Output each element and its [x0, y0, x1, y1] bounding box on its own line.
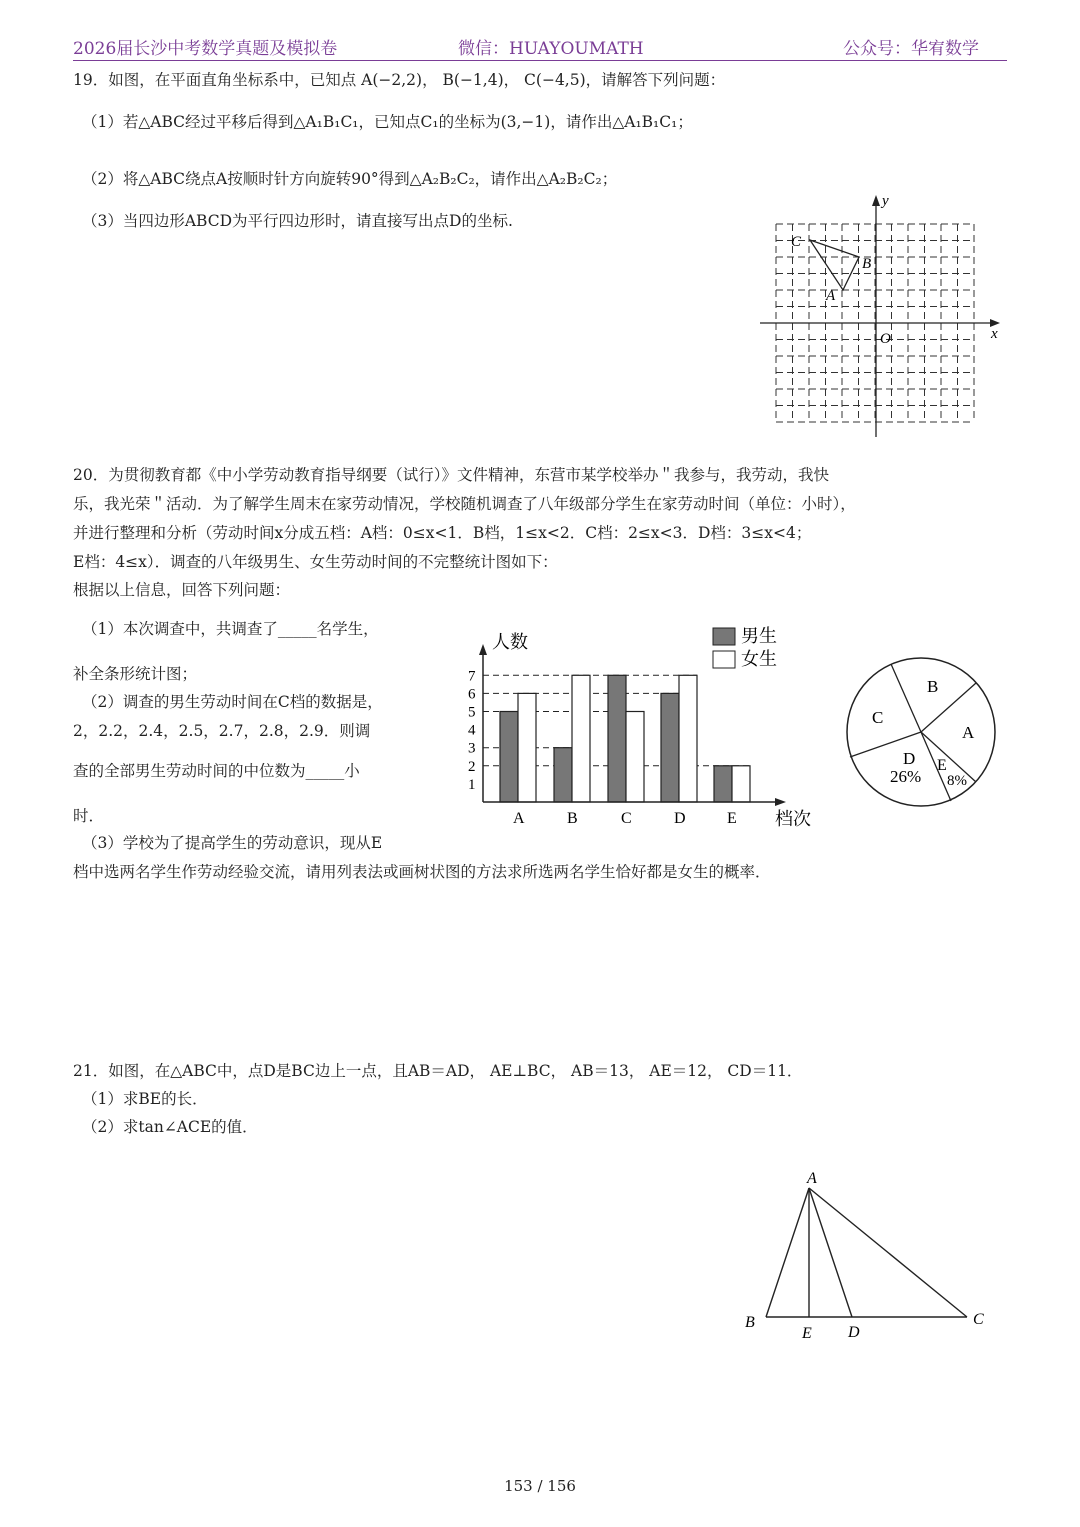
segment-ac — [809, 1188, 967, 1317]
q20-line4: E档：4≤x）．调查的八年级男生、女生劳动时间的不完整统计图如下： — [73, 553, 558, 571]
legend-female-label: 女生 — [741, 649, 777, 669]
pie-label-d: D — [903, 749, 916, 768]
bar-category-label: D — [674, 810, 686, 827]
bar-female-C — [626, 712, 644, 803]
q21-triangle-figure — [735, 1160, 995, 1350]
label-c: C — [791, 234, 802, 250]
q20-line2: 乐，我光荣＂活动．为了解学生周末在家劳动情况，学校随机调查了八年级部分学生在家劳动时间（单位：小时）， — [73, 495, 856, 513]
bar-male-A — [500, 712, 518, 803]
q20-line3: 并进行整理和分析（劳动时间x分成五档：A档：0≤x<1．B档，1≤x<2．C档：2≤x<3．D档：3≤x<4； — [73, 524, 812, 542]
header-divider — [73, 60, 1007, 61]
bar-female-D — [679, 675, 697, 802]
pie-value-e: 8% — [947, 773, 967, 789]
bar-category-label: C — [621, 810, 632, 827]
label-origin: O — [880, 331, 891, 347]
bar-x-label: 档次 — [775, 809, 811, 829]
q20-part3-b: 档中选两名学生作劳动经验交流，请用列表法或画树状图的方法求所选两名学生恰好都是女生的概率． — [73, 863, 771, 881]
q21-part2: （2）求tan∠ACE的值． — [82, 1118, 258, 1136]
bar-y-tick: 4 — [468, 722, 476, 739]
q20-line1: 20．为贯彻教育都《中小学劳动教育指导纲要（试行）》文件精神，东营市某学校举办＂我参与，我劳动，我快 — [73, 466, 829, 484]
q20-part2-a: （2）调查的男生劳动时间在C档的数据是， — [82, 693, 383, 711]
label-x: x — [991, 326, 998, 342]
bar-y-ticks — [468, 668, 476, 793]
bar-y-tick: 1 — [468, 776, 476, 793]
q19-part1: （1）若△ABC经过平移后得到△A₁B₁C₁，已知点C₁的坐标为(3,−1)，请作出△A₁B₁C₁； — [82, 113, 693, 131]
bar-y-tick: 6 — [468, 686, 476, 703]
pie-label-a: A — [962, 723, 975, 742]
pie-label-c: C — [872, 708, 884, 727]
label-e: E — [802, 1325, 812, 1342]
bar-category-label: A — [513, 810, 525, 827]
label-b: B — [745, 1314, 755, 1331]
q20-part1-a: （1）本次调查中，共调查了_____名学生， — [82, 620, 379, 638]
q20-pie-chart — [840, 650, 1005, 815]
bar-y-tick: 3 — [468, 740, 476, 757]
q19-coordinate-figure — [750, 190, 1010, 445]
bar-categories — [513, 810, 737, 827]
bar-male-E — [714, 766, 732, 802]
bar-x-arrow — [775, 798, 786, 806]
segment-ab — [766, 1188, 809, 1317]
pie-label-e: E — [937, 757, 947, 774]
y-axis-arrow — [872, 195, 880, 206]
triangle-abc — [810, 240, 859, 290]
q19-part2: （2）将△ABC绕点A按顺时针方向旋转90°得到△A₂B₂C₂，请作出△A₂B₂C₂； — [82, 170, 618, 188]
page-number: 153 / 156 — [504, 1477, 576, 1495]
label-d: D — [848, 1324, 860, 1341]
pie-label-b: B — [927, 677, 939, 696]
q21-part1: （1）求BE的长． — [82, 1090, 208, 1108]
q19-part3: （3）当四边形ABCD为平行四边形时，请直接写出点D的坐标. — [82, 212, 513, 230]
bar-male-C — [608, 675, 626, 802]
bar-y-label: 人数 — [492, 632, 528, 652]
label-a: A — [807, 1170, 817, 1187]
label-b: B — [862, 256, 872, 272]
bar-female-A — [518, 693, 536, 802]
header-right: 公众号：华宥数学 — [843, 39, 979, 59]
bar-group — [500, 675, 750, 802]
q20-part3-a: （3）学校为了提高学生的劳动意识，现从E — [82, 834, 383, 852]
q20-part1-b: 补全条形统计图； — [73, 665, 198, 683]
bar-female-B — [572, 675, 590, 802]
q20-bar-chart — [455, 620, 835, 835]
pie-value-d: 26% — [890, 767, 922, 786]
bar-y-arrow — [479, 644, 487, 655]
q21-stem: 21．如图，在△ABC中，点D是BC边上一点，且AB＝AD， AE⊥BC， AB＝13， AE＝12， CD＝11． — [73, 1062, 803, 1080]
label-a: A — [826, 288, 836, 304]
q20-part2-c: 查的全部男生劳动时间的中位数为_____小 — [73, 762, 360, 780]
header-center: 微信：HUAYOUMATH — [458, 39, 644, 59]
legend-female-swatch — [713, 651, 735, 668]
bar-y-tick: 5 — [468, 704, 476, 721]
legend-male-swatch — [713, 628, 735, 645]
q20-line5: 根据以上信息，回答下列问题： — [73, 581, 291, 599]
label-y: y — [882, 193, 889, 209]
bar-male-B — [554, 748, 572, 802]
pie-slice-border — [891, 664, 921, 732]
label-c: C — [973, 1311, 984, 1328]
legend-male-label: 男生 — [741, 626, 777, 646]
segment-ad — [809, 1188, 852, 1317]
q19-stem: 19．如图，在平面直角坐标系中，已知点 A(−2,2)， B(−1,4)， C(−4,5)，请解答下列问题： — [73, 71, 726, 89]
bar-category-label: E — [727, 810, 737, 827]
bar-female-E — [732, 766, 750, 802]
q20-part2-d: 时． — [73, 807, 105, 825]
header-left: 2026届长沙中考数学真题及模拟卷 — [73, 39, 338, 59]
bar-y-tick: 7 — [468, 668, 476, 685]
bar-y-tick: 2 — [468, 758, 476, 775]
q20-part2-b: 2，2.2，2.4，2.5，2.7，2.8，2.9．则调 — [73, 722, 371, 740]
bar-male-D — [661, 693, 679, 802]
bar-category-label: B — [567, 810, 578, 827]
